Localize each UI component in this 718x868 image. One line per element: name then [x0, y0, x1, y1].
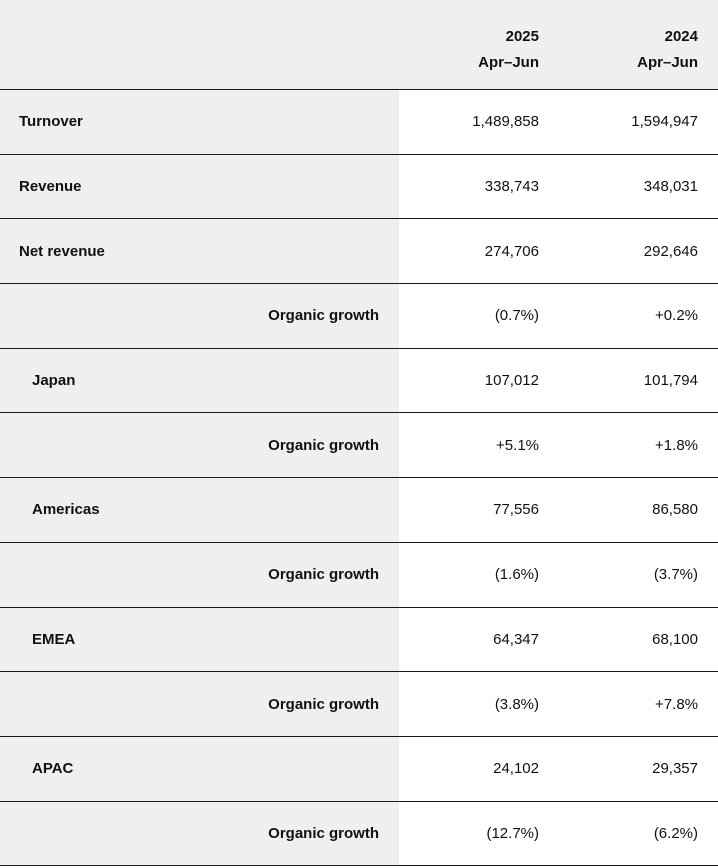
row-label: Organic growth — [0, 802, 399, 866]
row-label: Organic growth — [0, 284, 399, 348]
header-col-2024 — [559, 0, 718, 89]
table-row-americas — [0, 478, 718, 543]
table-row-organic-growth-apac — [0, 802, 718, 867]
table-row-organic-growth-americas — [0, 543, 718, 608]
value-2024: 1,594,947 — [559, 90, 718, 154]
header-col-2025 — [399, 0, 559, 89]
table-row-apac — [0, 737, 718, 802]
value-2024: 101,794 — [559, 349, 718, 413]
table-row-revenue — [0, 155, 718, 220]
row-label: Americas — [0, 478, 399, 542]
header-period-2024: Apr–Jun — [637, 54, 698, 71]
value-2025: 24,102 — [399, 737, 559, 801]
value-2025: (12.7%) — [399, 802, 559, 866]
value-2025: 77,556 — [399, 478, 559, 542]
value-2025: 1,489,858 — [399, 90, 559, 154]
value-2025: (1.6%) — [399, 543, 559, 607]
table-row-emea — [0, 608, 718, 673]
value-2024: +0.2% — [559, 284, 718, 348]
table-row-japan — [0, 349, 718, 414]
value-2025: (0.7%) — [399, 284, 559, 348]
row-label: APAC — [0, 737, 399, 801]
value-2024: 68,100 — [559, 608, 718, 672]
table-header — [0, 0, 718, 90]
value-2025: +5.1% — [399, 413, 559, 477]
table-row-turnover — [0, 90, 718, 155]
row-label: Japan — [0, 349, 399, 413]
row-label: Organic growth — [0, 543, 399, 607]
value-2025: 64,347 — [399, 608, 559, 672]
value-2024: 292,646 — [559, 219, 718, 283]
table-row-organic-growth-emea — [0, 672, 718, 737]
header-period-2025: Apr–Jun — [478, 54, 539, 71]
table-row-organic-growth-total — [0, 284, 718, 349]
row-label: Organic growth — [0, 413, 399, 477]
row-label: EMEA — [0, 608, 399, 672]
value-2024: +1.8% — [559, 413, 718, 477]
row-label: Net revenue — [0, 219, 399, 283]
table-row-net-revenue — [0, 219, 718, 284]
row-label: Organic growth — [0, 672, 399, 736]
row-label: Revenue — [0, 155, 399, 219]
row-label: Turnover — [0, 90, 399, 154]
value-2025: (3.8%) — [399, 672, 559, 736]
value-2025: 107,012 — [399, 349, 559, 413]
value-2025: 338,743 — [399, 155, 559, 219]
value-2024: (6.2%) — [559, 802, 718, 866]
value-2024: 29,357 — [559, 737, 718, 801]
header-year-2024: 2024 — [664, 28, 698, 45]
header-year-2025: 2025 — [505, 28, 539, 45]
value-2024: 348,031 — [559, 155, 718, 219]
value-2024: +7.8% — [559, 672, 718, 736]
value-2024: 86,580 — [559, 478, 718, 542]
table-row-organic-growth-japan — [0, 413, 718, 478]
header-label-cell — [0, 0, 399, 89]
value-2025: 274,706 — [399, 219, 559, 283]
value-2024: (3.7%) — [559, 543, 718, 607]
